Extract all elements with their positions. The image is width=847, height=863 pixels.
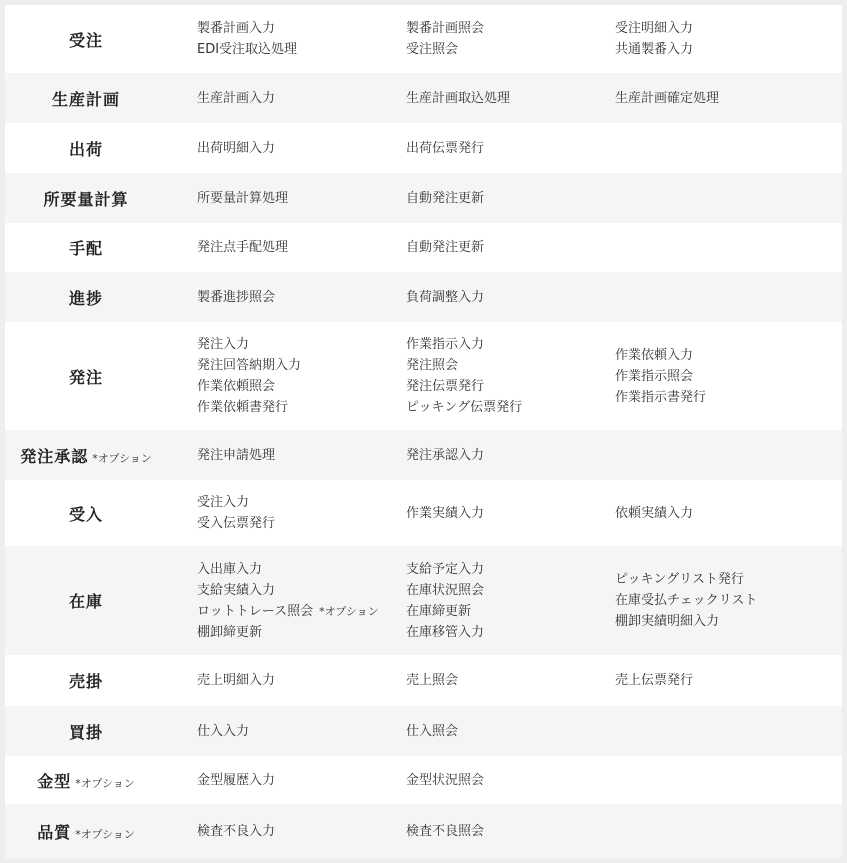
function-item[interactable]: 作業依頼書発行 xyxy=(197,400,289,415)
function-column-3 xyxy=(615,756,842,804)
function-column-2 xyxy=(406,123,615,173)
function-item[interactable]: 受注照会 xyxy=(406,42,459,57)
category-label: 売掛 xyxy=(68,672,103,691)
function-column-3 xyxy=(615,430,842,480)
category-label: 発注承認 xyxy=(20,446,89,466)
function-column-3 xyxy=(615,804,842,858)
function-column-2 xyxy=(406,480,615,546)
row-zaiko xyxy=(5,546,842,655)
option-badge: *オプション xyxy=(92,451,152,465)
category-label: 金型 xyxy=(37,771,72,791)
function-column-1 xyxy=(167,223,406,272)
row-urikake xyxy=(5,655,842,706)
category-cell xyxy=(5,322,167,430)
row-ukeire xyxy=(5,480,842,546)
function-item[interactable]: 発注点手配処理 xyxy=(197,240,289,255)
function-column-2 xyxy=(406,546,615,655)
category-label: 手配 xyxy=(68,239,103,258)
category-label: 生産計画 xyxy=(51,89,120,109)
function-item[interactable]: 負荷調整入力 xyxy=(406,289,485,305)
function-column-2 xyxy=(406,804,615,858)
function-item[interactable]: 作業指示照会 xyxy=(615,368,694,384)
function-column-3 xyxy=(615,173,842,223)
function-column-1 xyxy=(167,73,406,123)
function-item[interactable]: 発注回答納期入力 xyxy=(197,358,302,373)
category-cell xyxy=(5,223,167,272)
feature-table-body xyxy=(5,5,842,858)
function-item-label: ロットトレース照会 xyxy=(197,603,314,619)
function-item[interactable]: 金型状況照会 xyxy=(406,772,485,788)
function-item[interactable]: 検査不良照会 xyxy=(406,823,485,839)
category-cell xyxy=(5,73,167,123)
function-item[interactable]: 作業依頼入力 xyxy=(615,347,694,363)
function-item[interactable] xyxy=(197,601,406,622)
option-badge: *オプション xyxy=(75,776,135,790)
category-label: 品質 xyxy=(37,822,72,842)
row-seisan-keikaku xyxy=(5,73,842,123)
category-label: 在庫 xyxy=(68,592,103,611)
category-label: 出荷 xyxy=(68,139,103,159)
function-column-1 xyxy=(167,655,406,706)
function-item[interactable]: 仕入照会 xyxy=(406,723,459,739)
function-item[interactable]: 発注申請処理 xyxy=(197,447,276,463)
function-item[interactable]: 発注伝票発行 xyxy=(406,379,485,394)
function-column-3 xyxy=(615,5,842,73)
row-tehai xyxy=(5,223,842,272)
function-item[interactable]: 生産計画確定処理 xyxy=(615,90,720,106)
category-cell xyxy=(5,655,167,706)
category-label: 受注 xyxy=(68,30,103,50)
category-label: 買掛 xyxy=(68,722,103,742)
feature-table xyxy=(5,5,842,858)
function-item[interactable]: 在庫受払チェックリスト xyxy=(615,593,758,608)
function-column-1 xyxy=(167,430,406,480)
function-item[interactable]: 検査不良入力 xyxy=(197,823,276,839)
function-item[interactable]: 所要量計算処理 xyxy=(197,190,289,206)
function-item[interactable]: 入出庫入力 xyxy=(197,561,263,577)
function-item[interactable]: 棚卸実績明細入力 xyxy=(615,614,720,629)
row-hacchu xyxy=(5,322,842,430)
row-shoyoryo xyxy=(5,173,842,223)
option-badge: *オプション xyxy=(75,827,135,841)
category-cell xyxy=(5,546,167,655)
function-item[interactable]: 在庫状況照会 xyxy=(406,582,485,598)
function-column-2 xyxy=(406,73,615,123)
function-item[interactable]: 出荷伝票発行 xyxy=(406,140,485,156)
function-column-2 xyxy=(406,430,615,480)
function-column-1 xyxy=(167,173,406,223)
function-item[interactable]: 生産計画入力 xyxy=(197,90,276,106)
category-cell xyxy=(5,123,167,173)
function-item[interactable]: 在庫移管入力 xyxy=(406,624,485,640)
function-item[interactable]: 依頼実績入力 xyxy=(615,505,694,521)
category-cell xyxy=(5,173,167,223)
category-label: 進捗 xyxy=(68,288,103,308)
function-column-2 xyxy=(406,756,615,804)
category-label: 受入 xyxy=(68,504,103,524)
category-cell xyxy=(5,5,167,73)
function-item[interactable]: 製番進捗照会 xyxy=(197,289,276,305)
function-column-2 xyxy=(406,223,615,272)
function-column-3 xyxy=(615,706,842,756)
function-item[interactable]: 売上照会 xyxy=(406,673,459,688)
function-item[interactable]: 共通製番入力 xyxy=(615,42,694,57)
function-item[interactable]: 出荷明細入力 xyxy=(197,140,276,156)
function-item[interactable]: ピッキング伝票発行 xyxy=(406,400,523,415)
function-item[interactable]: 金型履歴入力 xyxy=(197,772,276,788)
function-item[interactable]: 製番計画照会 xyxy=(406,21,485,36)
function-column-1 xyxy=(167,5,406,73)
function-column-3 xyxy=(615,480,842,546)
option-badge: *オプション xyxy=(319,604,379,618)
function-item[interactable]: 自動発注更新 xyxy=(406,190,485,206)
function-column-2 xyxy=(406,5,615,73)
function-column-2 xyxy=(406,322,615,430)
function-column-1 xyxy=(167,480,406,546)
function-item[interactable]: 棚卸締更新 xyxy=(197,624,263,640)
function-item[interactable]: 製番計画入力 xyxy=(197,21,276,36)
row-shinchoku xyxy=(5,272,842,322)
function-item[interactable]: 受注入力 xyxy=(197,495,250,510)
function-item[interactable]: 発注承認入力 xyxy=(406,447,485,463)
function-item[interactable]: 作業実績入力 xyxy=(406,505,485,521)
function-column-3 xyxy=(615,655,842,706)
function-column-1 xyxy=(167,272,406,322)
row-shukka xyxy=(5,123,842,173)
function-column-2 xyxy=(406,655,615,706)
function-column-1 xyxy=(167,322,406,430)
category-label: 発注 xyxy=(68,367,103,387)
function-item[interactable]: 売上明細入力 xyxy=(197,673,276,688)
function-column-3 xyxy=(615,123,842,173)
function-item[interactable]: 発注照会 xyxy=(406,358,459,373)
row-kanagata xyxy=(5,756,842,804)
row-hacchu-shonin xyxy=(5,430,842,480)
function-column-3 xyxy=(615,73,842,123)
function-column-1 xyxy=(167,756,406,804)
function-item[interactable]: 受入伝票発行 xyxy=(197,516,276,531)
function-column-3 xyxy=(615,322,842,430)
function-column-2 xyxy=(406,173,615,223)
function-column-3 xyxy=(615,546,842,655)
function-item[interactable]: 受注明細入力 xyxy=(615,21,694,36)
function-item[interactable]: 自動発注更新 xyxy=(406,240,485,255)
row-kaikake xyxy=(5,706,842,756)
function-item[interactable]: 生産計画取込処理 xyxy=(406,90,511,106)
category-cell xyxy=(5,706,167,756)
function-column-2 xyxy=(406,706,615,756)
function-item[interactable]: 在庫締更新 xyxy=(406,603,472,619)
category-cell xyxy=(5,480,167,546)
function-column-1 xyxy=(167,123,406,173)
category-cell xyxy=(5,272,167,322)
function-column-1 xyxy=(167,546,406,655)
category-cell xyxy=(5,756,167,804)
function-column-3 xyxy=(615,223,842,272)
category-cell xyxy=(5,804,167,858)
function-item[interactable]: 支給実績入力 xyxy=(197,582,276,598)
function-item[interactable]: 作業依頼照会 xyxy=(197,379,276,394)
function-item[interactable]: 作業指示入力 xyxy=(406,337,485,352)
category-label: 所要量計算 xyxy=(43,189,129,209)
function-item[interactable]: ピッキングリスト発行 xyxy=(615,572,744,587)
function-column-3 xyxy=(615,272,842,322)
function-item[interactable]: 売上伝票発行 xyxy=(615,673,694,688)
row-hinshitsu xyxy=(5,804,842,858)
function-item[interactable]: 作業指示書発行 xyxy=(615,389,707,405)
function-column-1 xyxy=(167,706,406,756)
function-item[interactable]: 仕入入力 xyxy=(197,723,250,739)
row-juchu xyxy=(5,5,842,73)
function-column-1 xyxy=(167,804,406,858)
category-cell xyxy=(5,430,167,480)
function-item[interactable]: 支給予定入力 xyxy=(406,561,485,577)
function-item[interactable]: 発注入力 xyxy=(197,337,250,352)
function-column-2 xyxy=(406,272,615,322)
function-item[interactable]: EDI受注取込処理 xyxy=(197,42,298,57)
